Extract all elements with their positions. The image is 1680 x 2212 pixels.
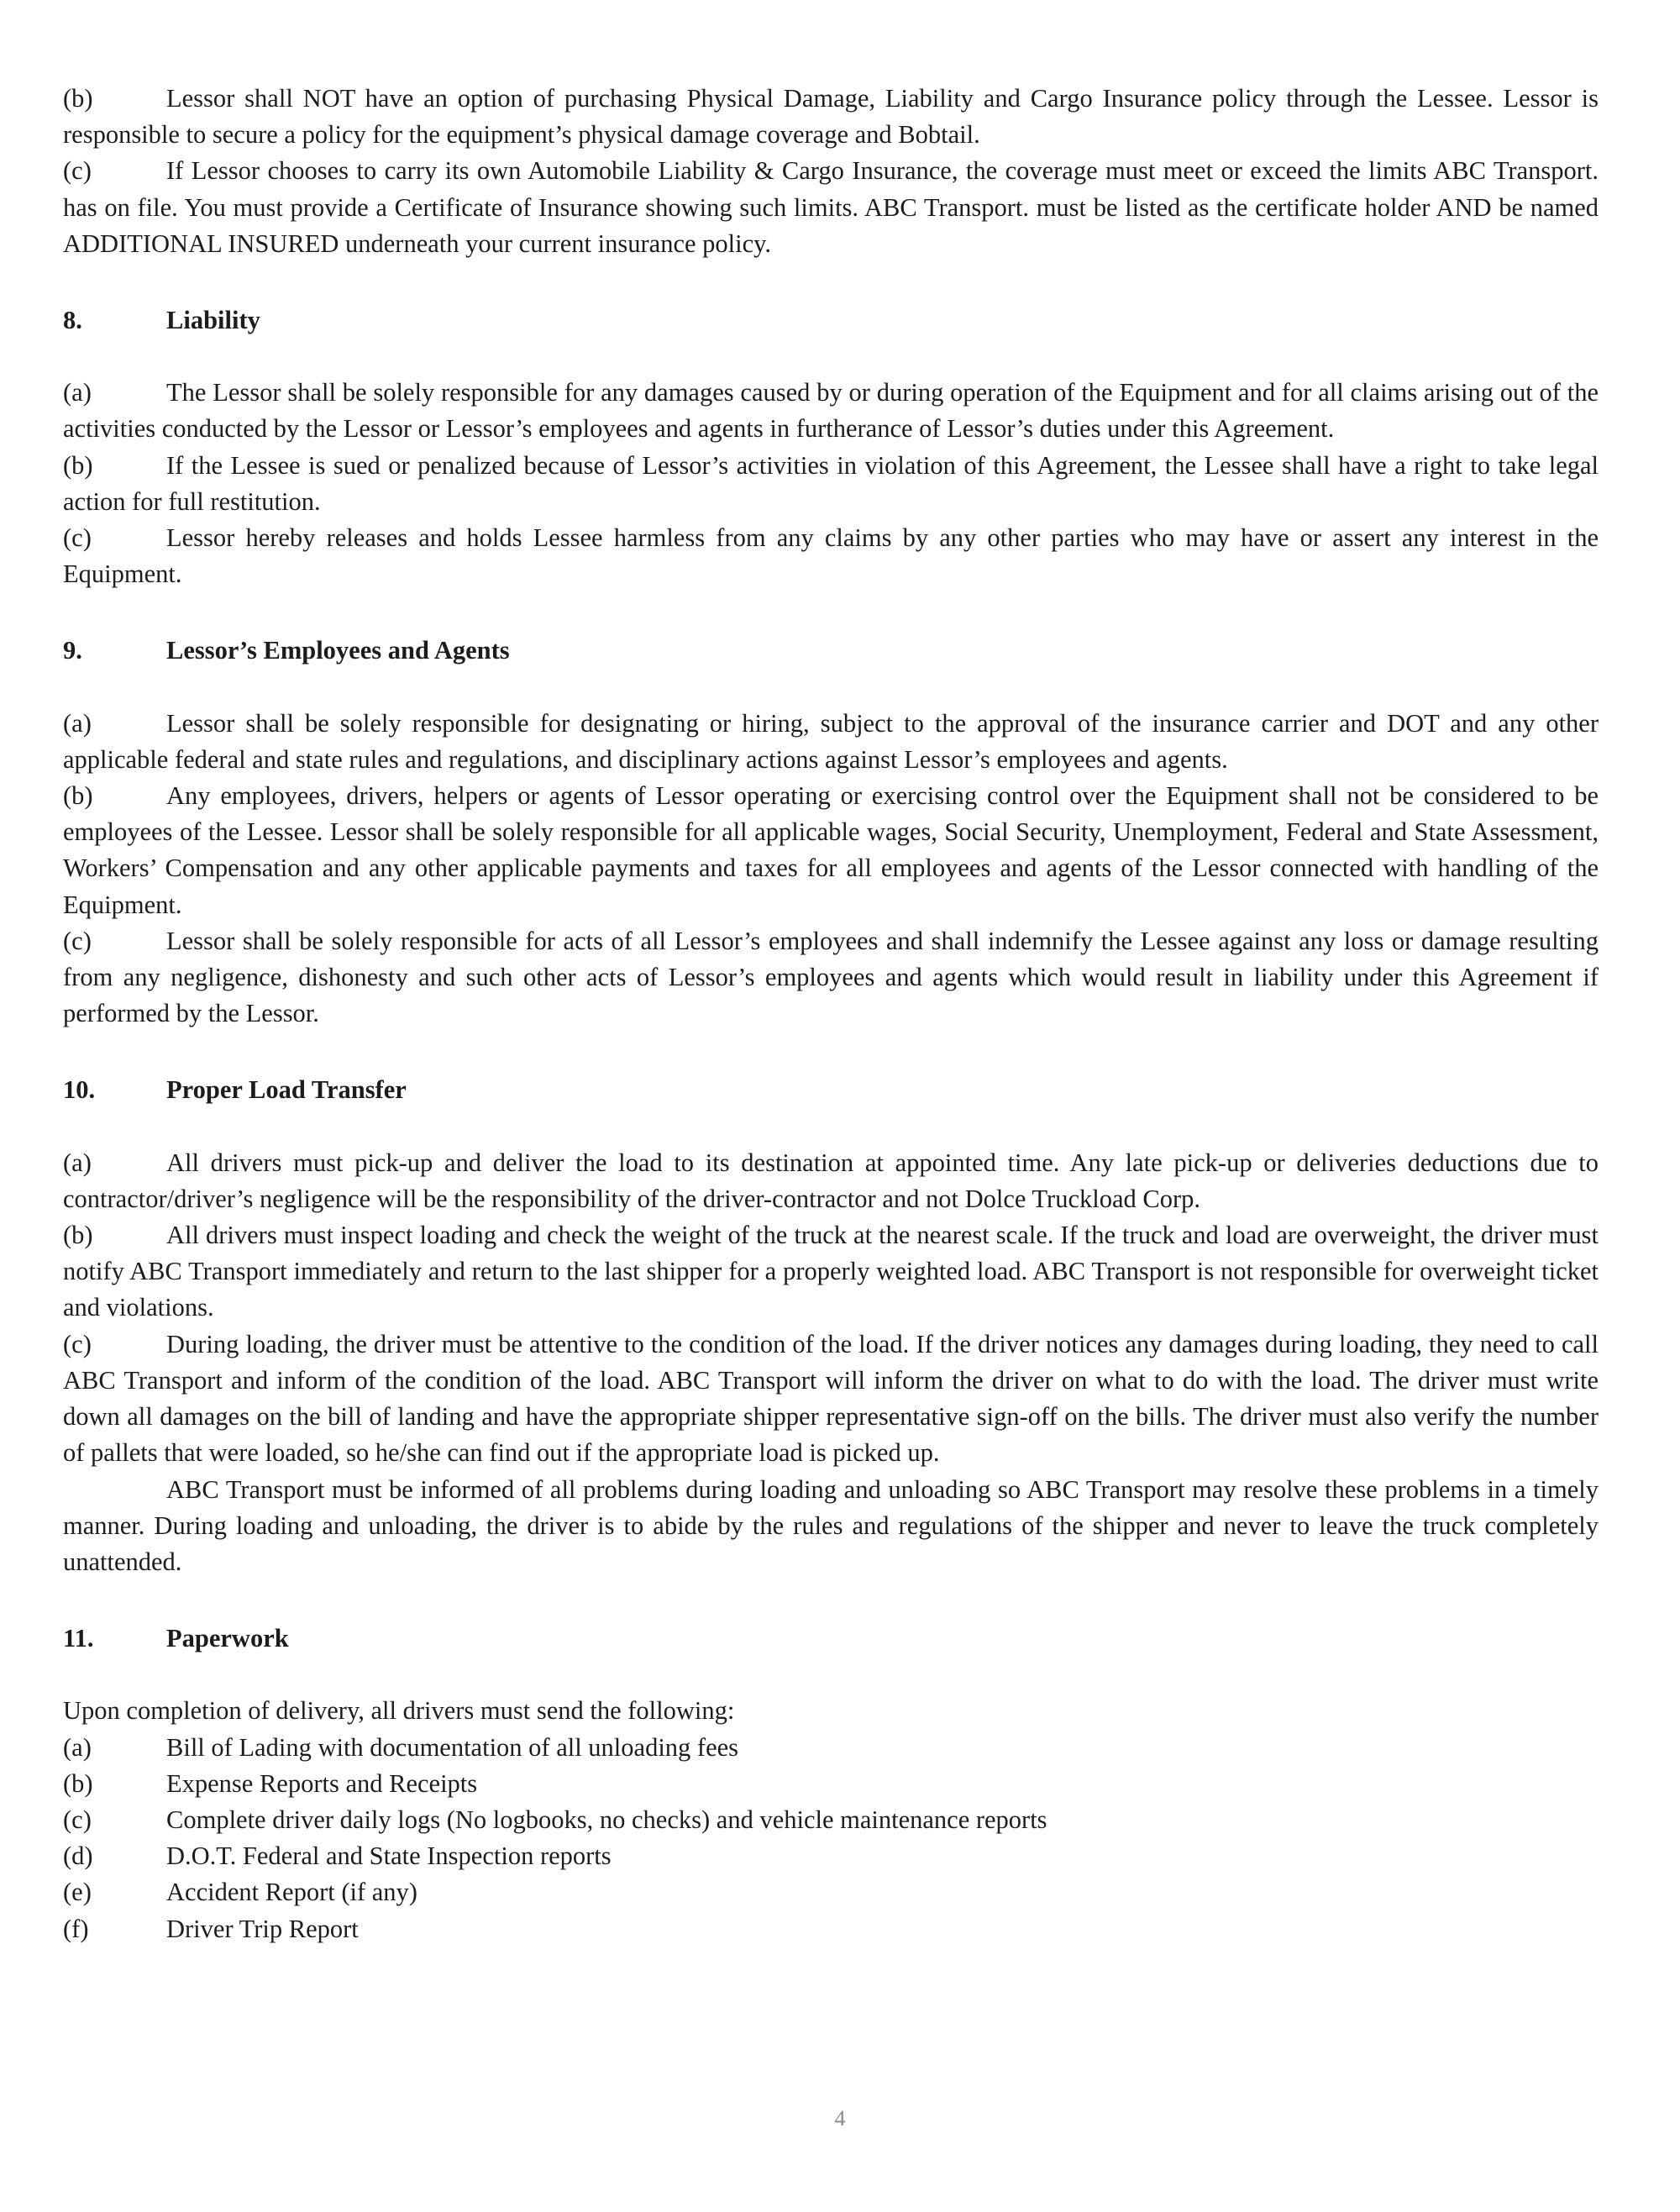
paperwork-list — [63, 1730, 1599, 1947]
page-number: 4 — [834, 2106, 846, 2131]
section-load-transfer — [63, 1072, 1599, 1580]
item-text: Accident Report (if any) — [166, 1878, 417, 1907]
clause-label: (b) — [63, 84, 93, 113]
item-text: Driver Trip Report — [166, 1914, 359, 1943]
item-label: (f) — [63, 1914, 89, 1943]
list-item — [63, 1730, 1599, 1766]
section-employees-agents — [63, 633, 1599, 1032]
section-title: Paperwork — [166, 1624, 289, 1653]
clause-text: Any employees, drivers, helpers or agents of Lessor operating or exercising control over the Equipment shall not be considered to be employees of the Lessee. Lessor shall be solely responsible for all applicable wages, Social Security, Unemployment, Federal and State Assessment, Workers’ Compensation and any other applicable payments and taxes for all employees and agents of the Lessor connected with handling of the Equipment. — [63, 781, 1599, 919]
clause-text: All drivers must inspect loading and check the weight of the truck at the nearest scale. If the truck and load are overweight, the driver must notify ABC Transport immediately and return to the last shipper for a properly weighted load. ABC Transport is not responsible for overweight ticket and violations. — [63, 1221, 1599, 1322]
section-paperwork — [63, 1621, 1599, 1947]
clause-label: (c) — [63, 926, 92, 955]
clause-paragraph — [63, 153, 1599, 262]
clause-text: The Lessor shall be solely responsible for any damages caused by or during operation of the Equipment and for all claims arising out of the activities conducted by the Lessor or Lessor’s employees and agents in furtherance of Lessor’s duties under this Agreement. — [63, 378, 1599, 444]
section-number: 11. — [63, 1624, 94, 1653]
section-number: 8. — [63, 306, 82, 335]
clause-paragraph — [63, 375, 1599, 447]
clause-label: (b) — [63, 450, 93, 480]
section-heading — [63, 302, 1599, 339]
clause-label: (b) — [63, 1221, 93, 1250]
insurance-continuation — [63, 81, 1599, 262]
item-text: Bill of Lading with documentation of all unloading fees — [166, 1732, 739, 1762]
item-text: Complete driver daily logs (No logbooks, no checks) and vehicle maintenance reports — [166, 1805, 1047, 1834]
list-item — [63, 1802, 1599, 1838]
clause-label: (c) — [63, 523, 92, 553]
section-number: 9. — [63, 636, 82, 665]
list-item — [63, 1838, 1599, 1874]
list-item — [63, 1766, 1599, 1802]
section-title: Proper Load Transfer — [166, 1075, 407, 1105]
clause-paragraph — [63, 448, 1599, 520]
clause-text: Lessor hereby releases and holds Lessee harmless from any claims by any other parties who may have or assert any interest in the Equipment. — [63, 523, 1599, 589]
section-number: 10. — [63, 1075, 96, 1105]
clause-text: During loading, the driver must be attentive to the condition of the load. If the driver notices any damages during loading, they need to call ABC Transport and inform of the condition of the load. ABC Transport will inform the driver on what to do with the load. The driver must write down all damages on the bill of landing and have the appropriate shipper representative sign-off on the bills. The driver must also verify the number of pallets that were loaded, so he/she can find out if the appropriate load is picked up. — [63, 1329, 1599, 1468]
item-label: (a) — [63, 1732, 92, 1762]
clause-paragraph — [63, 706, 1599, 778]
clause-paragraph — [63, 81, 1599, 153]
clause-paragraph — [63, 778, 1599, 923]
clause-text: If the Lessee is sued or penalized because of Lessor’s activities in violation of this Agreement, the Lessee shall have a right to take legal action for full restitution. — [63, 450, 1599, 516]
clause-paragraph — [63, 520, 1599, 592]
clause-text: All drivers must pick-up and deliver the load to its destination at appointed time. Any late pick-up or deliveries deductions due to contractor/driver’s negligence will be the responsibility of the driver-contractor and not Dolce Truckload Corp. — [63, 1148, 1599, 1213]
paperwork-intro: Upon completion of delivery, all drivers must send the following: — [63, 1696, 735, 1726]
clause-text: Lessor shall be solely responsible for designating or hiring, subject to the approval of the insurance carrier and DOT and any other applicable federal and state rules and regulations, and disciplinary actions against Lessor’s employees and agents. — [63, 708, 1599, 774]
list-item — [63, 1874, 1599, 1910]
clause-paragraph — [63, 1327, 1599, 1472]
clause-text: Lessor shall NOT have an option of purchasing Physical Damage, Liability and Cargo Insurance policy through the Lessee. Lessor is responsible to secure a policy for the equipment’s physical damage coverage and Bobtail. — [63, 84, 1599, 150]
item-label: (e) — [63, 1878, 92, 1907]
clause-label: (a) — [63, 378, 92, 407]
item-label: (c) — [63, 1805, 92, 1834]
closing-paragraph: ABC Transport must be informed of all problems during loading and unloading so ABC Transport may resolve these problems in a timely manner. During loading and unloading, the driver is to abide by the rules and regulations of the shipper and never to leave the truck completely unattended. — [63, 1474, 1599, 1576]
item-label: (d) — [63, 1842, 93, 1871]
clause-label: (c) — [63, 156, 92, 186]
section-heading — [63, 1072, 1599, 1108]
item-label: (b) — [63, 1768, 93, 1798]
clause-label: (a) — [63, 708, 92, 738]
section-title: Lessor’s Employees and Agents — [166, 636, 510, 665]
list-item — [63, 1911, 1599, 1947]
section-heading — [63, 633, 1599, 669]
clause-text: If Lessor chooses to carry its own Automobile Liability & Cargo Insurance, the coverage must meet or exceed the limits ABC Transport. has on file. You must provide a Certificate of Insurance showing such limits. ABC Transport. must be listed as the certificate holder AND be named ADDITIONAL INSURED underneath your current insurance policy. — [63, 156, 1599, 258]
section-liability — [63, 302, 1599, 592]
item-text: Expense Reports and Receipts — [166, 1768, 478, 1798]
section-title: Liability — [166, 306, 260, 335]
clause-label: (a) — [63, 1148, 92, 1177]
clause-paragraph — [63, 1217, 1599, 1327]
clause-label: (b) — [63, 781, 93, 811]
clause-paragraph — [63, 923, 1599, 1032]
section-heading — [63, 1621, 1599, 1657]
clause-label: (c) — [63, 1329, 92, 1358]
clause-paragraph — [63, 1145, 1599, 1217]
clause-text: Lessor shall be solely responsible for acts of all Lessor’s employees and shall indemnify the Lessee against any loss or damage resulting from any negligence, dishonesty and such other acts of Lessor’s employees and agents which would result in liability under this Agreement if performed by the Lessor. — [63, 926, 1599, 1028]
item-text: D.O.T. Federal and State Inspection reports — [166, 1842, 612, 1871]
